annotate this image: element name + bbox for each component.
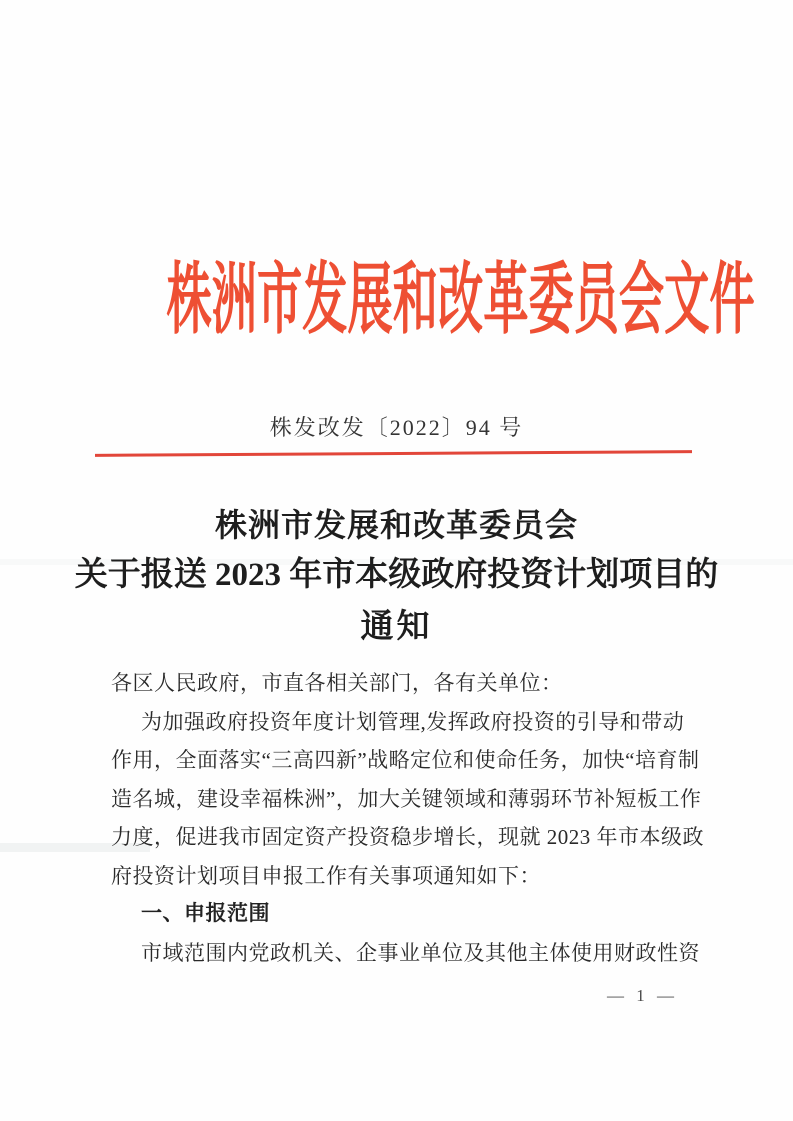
body-line: 作用，全面落实“三高四新”战略定位和使命任务，加快“培育制: [111, 748, 700, 772]
section-heading: 一、申报范围: [141, 902, 270, 925]
body-line: 府投资计划项目申报工作有关事项通知如下：: [111, 863, 541, 888]
title-line-2: 关于报送 2023 年市本级政府投资计划项目的: [74, 557, 719, 593]
document-title: [0, 501, 793, 654]
body-line: 造名城，建设幸福株洲”，加大关键领域和薄弱环节补短板工作: [111, 786, 702, 811]
title-line-1: 株洲市发展和改革委员会: [214, 507, 578, 543]
red-divider-rule: [95, 450, 692, 457]
page-number: — 1 —: [607, 986, 678, 1005]
body-line: 为加强政府投资年度计划管理,发挥政府投资的引导和带动: [141, 709, 685, 734]
document-number: 株发改发〔2022〕94 号: [269, 415, 524, 440]
title-line-3: 通知: [360, 609, 433, 645]
agency-letterhead-banner: 株洲市发展和改革委员会文件: [166, 256, 755, 343]
salutation-line: 各区人民政府，市直各相关部门，各有关单位：: [111, 671, 563, 695]
body-line: 市域范围内党政机关、企事业单位及其他主体使用财政性资: [141, 940, 700, 965]
body-line: 力度，促进我市固定资产投资稳步增长，现就 2023 年市本级政: [111, 825, 704, 849]
document-body: [111, 664, 704, 972]
